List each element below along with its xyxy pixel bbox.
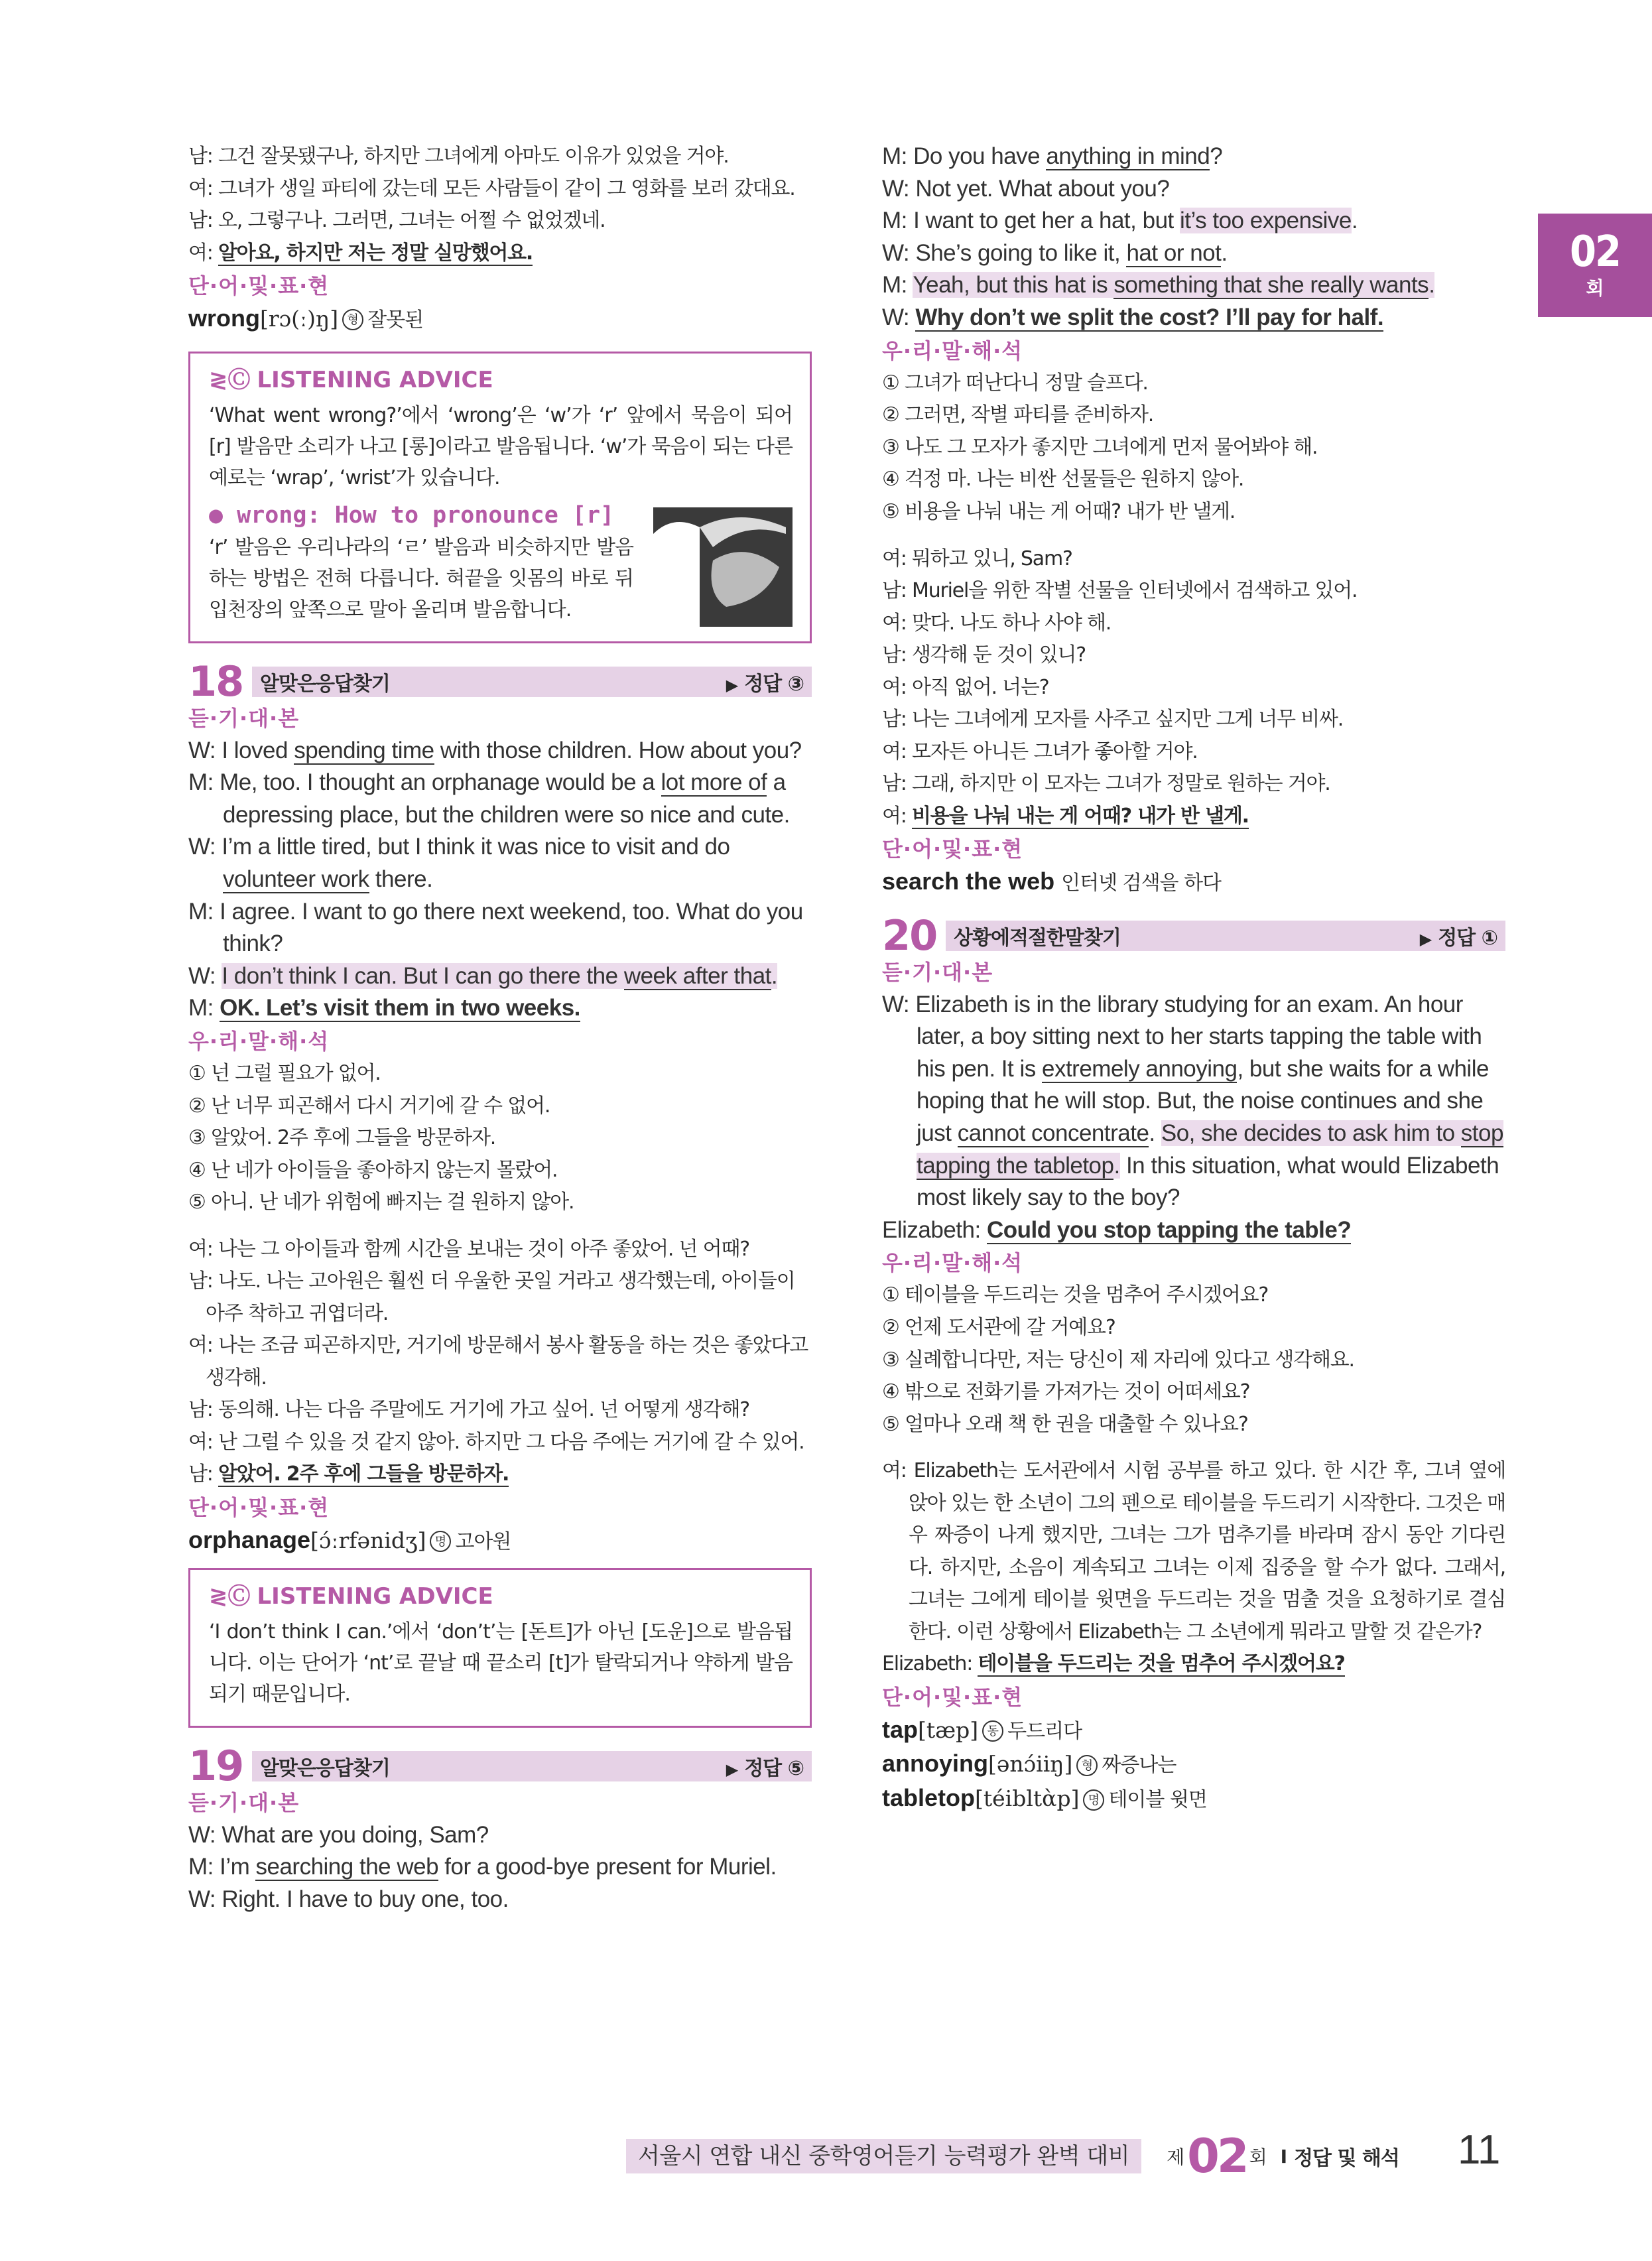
- ko-line: 남: 오, 그렇구나. 그러면, 그녀는 어쩔 수 없었겠네.: [188, 209, 605, 232]
- option: ④ 밖으로 전화기를 가져가는 것이 어떠세요?: [882, 1380, 1250, 1404]
- option: ① 넌 그럴 필요가 없어.: [188, 1061, 381, 1085]
- translation-label: 우·리·말·해·석: [882, 1250, 1023, 1276]
- question-header: [188, 1741, 812, 1790]
- script-answer-line: M: OK. Let’s visit them in two weeks.: [188, 995, 580, 1021]
- round-tab: [1538, 214, 1652, 317]
- section-title: 정답 및 해석: [1294, 2147, 1399, 2170]
- ko-line: 여: 난 그럴 수 있을 것 같지 않아. 하지만 그 다음 주에는 거기에 갈 수 있어.: [188, 1430, 804, 1454]
- script-line: M: Me, too. I thought an orphanage would be a lot more of a depressing place, but the children were so nice and cute.: [188, 769, 790, 828]
- ear-icon: ≷Ⓒ: [209, 366, 251, 393]
- ko-line: 남: 그건 잘못됐구나, 하지만 그녀에게 아마도 이유가 있었을 거야.: [188, 145, 729, 168]
- question-number: 19: [188, 1741, 243, 1790]
- script-line: W: She’s going to like it, hat or not.: [882, 239, 1228, 266]
- option: ③ 알았어. 2주 후에 그들을 방문하자.: [188, 1126, 496, 1150]
- question-number: 18: [188, 657, 243, 706]
- page-footer: 서울시 연합 내신 중학영어듣기 능력평가 완벽 대비 제 02 회 I 정답 및 해석: [626, 2136, 1399, 2177]
- vocab-entry: tap[tæp] 동 두드리다: [882, 1715, 1082, 1743]
- ko-line: 여: 모자든 아니든 그녀가 좋아할 거야.: [882, 740, 1198, 763]
- mouth-diagram-icon: [653, 507, 793, 627]
- script-line: W: I don’t think I can. But I can go there the week after that.: [188, 962, 778, 989]
- script-paragraph: W: Elizabeth is in the library studying for an exam. An hour later, a boy sitting next to her starts tapping the table with his pen. It is extremely annoying, but she waits for a while hoping that he will stop. But, the noise continues and she just cannot concentrate. So, she decides to ask him to stop tapping the tabletop. In this situation, what would Elizabeth most likely say to the boy?: [882, 991, 1503, 1211]
- answer-key: ▶ 정답 ③: [726, 672, 804, 696]
- question-type-bar: 상황에적절한말찾기 ▶ 정답 ①: [946, 921, 1505, 951]
- ko-paragraph: 여: Elizabeth는 도서관에서 시험 공부를 하고 있다. 한 시간 후, 그녀 옆에 앉아 있는 한 소년이 그의 펜으로 테이블을 두드리기 시작한다. 그것은 매우 짜증이 나게 했지만, 그녀는 그가 멈추기를 바라며 잠시 동안 기다린다. 하지만, 소음이 계속되고 그녀는 이제 집중을 할 수가 없다. 그래서, 그녀는 그에게 테이블 윗면을 두드리는 것을 멈출 것을 요청하기로 결심한다. 이런 상황에서 Elizabeth는 그 소년에게 뭐라고 말할 것 같은가?: [882, 1459, 1505, 1644]
- round-number: 02: [1569, 227, 1621, 277]
- vocab-entry: annoying[ənɔ́iiŋ] 형 짜증나는: [882, 1750, 1176, 1777]
- ko-line: 여: 아직 없어. 너는?: [882, 675, 1049, 699]
- script-answer-line: Elizabeth: Could you stop tapping the table?: [882, 1216, 1352, 1243]
- listening-advice-box: [188, 352, 812, 643]
- option: ② 언제 도서관에 갈 거예요?: [882, 1315, 1115, 1339]
- ko-answer-line: 여: 알아요, 하지만 저는 정말 실망했어요.: [188, 241, 533, 265]
- ko-line: 남: Muriel을 위한 작별 선물을 인터넷에서 검색하고 있어.: [882, 579, 1358, 603]
- script-label: 듣·기·대·본: [882, 959, 993, 985]
- script-label: 듣·기·대·본: [188, 705, 300, 731]
- option: ① 테이블을 두드리는 것을 멈추어 주시겠어요?: [882, 1283, 1269, 1307]
- script-line: M: I agree. I want to go there next weekend, too. What do you think?: [188, 898, 803, 957]
- option: ④ 걱정 마. 나는 비싼 선물들은 원하지 않아.: [882, 468, 1244, 491]
- option: ⑤ 아니. 난 네가 위험에 빠지는 걸 원하지 않아.: [188, 1191, 574, 1214]
- ko-line: 남: 그래, 하지만 이 모자는 그녀가 정말로 원하는 거야.: [882, 772, 1330, 796]
- ko-line: 여: 그녀가 생일 파티에 갔는데 모든 사람들이 같이 그 영화를 보러 갔대요.: [188, 176, 795, 200]
- script-answer-line: W: Why don’t we split the cost? I’ll pay for half.: [882, 304, 1384, 330]
- script-line: W: I’m a little tired, but I think it was nice to visit and do volunteer work there.: [188, 834, 730, 892]
- pos-badge: 명: [1083, 1789, 1104, 1811]
- round-label: 회: [1586, 277, 1604, 299]
- option: ① 그녀가 떠난다니 정말 슬프다.: [882, 371, 1148, 395]
- option: ③ 나도 그 모자가 좋지만 그녀에게 먼저 물어봐야 해.: [882, 435, 1318, 459]
- script-line: M: I want to get her a hat, but it’s too expensive.: [882, 208, 1358, 234]
- advice-text: ‘What went wrong?’에서 ‘wrong’은 ‘w’가 ‘r’ 앞에서 묵음이 되어 [r] 발음만 소리가 나고 [롱]이라고 발음됩니다. ‘w’가 묵음이 되는 다른 예로는 ‘wrap’, ‘wrist’가 있습니다.: [209, 403, 793, 489]
- question-number: 20: [882, 911, 937, 960]
- play-triangle-icon: ▶: [726, 675, 738, 694]
- option: ⑤ 얼마나 오래 책 한 권을 대출할 수 있나요?: [882, 1412, 1248, 1436]
- left-column: [188, 141, 812, 1915]
- ko-line: 남: 동의해. 나는 다음 주말에도 거기에 가고 싶어. 넌 어떻게 생각해?: [188, 1398, 749, 1422]
- vocab-entry: search the web 인터넷 검색을 하다: [882, 868, 1222, 895]
- answer-key: ▶ 정답 ①: [1419, 926, 1497, 950]
- ko-line: 여: 뭐하고 있니, Sam?: [882, 547, 1072, 570]
- vocab-entry: wrong[rɔ(ː)ŋ] 형 잘못된: [188, 304, 424, 332]
- script-line: W: I loved spending time with those children. How about you?: [188, 737, 802, 763]
- script-line: W: Right. I have to buy one, too.: [188, 1886, 509, 1912]
- vocab-label: 단·어·및·표·현: [882, 1684, 1023, 1710]
- script-line: W: What are you doing, Sam?: [188, 1821, 489, 1848]
- script-line: M: I’m searching the web for a good-bye present for Muriel.: [188, 1854, 777, 1880]
- option: ② 난 너무 피곤해서 다시 거기에 갈 수 없어.: [188, 1094, 550, 1118]
- answer-text: 알아요, 하지만 저는 정말 실망했어요.: [218, 241, 533, 265]
- ko-line: 여: 나는 조금 피곤하지만, 거기에 방문해서 봉사 활동을 하는 것은 좋았다고 생각해.: [188, 1334, 808, 1389]
- ear-icon: ≷Ⓒ: [209, 1583, 251, 1610]
- ko-answer-line: 남: 알았어. 2주 후에 그들을 방문하자.: [188, 1462, 509, 1486]
- advice-text: ‘I don’t think I can.’에서 ‘don’t’는 [돈트]가 아닌 [도운]으로 발음됩니다. 이는 단어가 ‘nt’로 끝날 때 끝소리 [t]가 탈락되거나 약하게 발음되기 때문입니다.: [209, 1620, 793, 1706]
- answer-key: ▶ 정답 ⑤: [726, 1756, 804, 1780]
- ko-answer-line: 여: 비용을 나눠 내는 게 어때? 내가 반 낼게.: [882, 804, 1249, 828]
- translation-label: 우·리·말·해·석: [188, 1028, 330, 1054]
- ko-line: 여: 맞다. 나도 하나 사야 해.: [882, 611, 1112, 635]
- listening-advice-box: [188, 1568, 812, 1728]
- vocab-label: 단·어·및·표·현: [188, 273, 330, 298]
- ko-line: 여: 나는 그 아이들과 함께 시간을 보내는 것이 아주 좋았어. 넌 어때?: [188, 1237, 749, 1261]
- advice-subtext: ‘r’ 발음은 우리나라의 ‘ㄹ’ 발음과 비슷하지만 발음하는 방법은 전혀 다릅니다. 혀끝을 잇몸의 바로 뒤 입천장의 앞쪽으로 말아 올리며 발음합니다.: [209, 535, 633, 621]
- advice-heading: ≷Ⓒ LISTENING ADVICE: [209, 1583, 493, 1610]
- question-type-bar: 알맞은응답찾기 ▶ 정답 ③: [252, 667, 812, 697]
- play-triangle-icon: ▶: [1419, 929, 1432, 948]
- ko-answer-line: Elizabeth: 테이블을 두드리는 것을 멈추어 주시겠어요?: [882, 1652, 1345, 1676]
- pos-badge: 명: [430, 1531, 451, 1552]
- translation-label: 우·리·말·해·석: [882, 338, 1023, 363]
- script-line: M: Yeah, but this hat is something that she really wants.: [882, 272, 1435, 298]
- pos-badge: 형: [1076, 1755, 1098, 1776]
- play-triangle-icon: ▶: [726, 1760, 738, 1779]
- advice-subheading: ● wrong: How to pronounce [r]: [209, 501, 615, 529]
- option: ④ 난 네가 아이들을 좋아하지 않는지 몰랐어.: [188, 1158, 558, 1182]
- script-line: M: Do you have anything in mind?: [882, 143, 1223, 169]
- vocab-entry: orphanage[ɔ́ːrfənidʒ] 명 고아원: [188, 1525, 511, 1553]
- script-line: W: Not yet. What about you?: [882, 175, 1170, 202]
- pos-badge: 형: [342, 309, 363, 330]
- page-number: 11: [1458, 2127, 1501, 2173]
- question-type-bar: 알맞은응답찾기 ▶ 정답 ⑤: [252, 1751, 812, 1781]
- vocab-entry: tabletop[téibltὰp] 명 테이블 윗면: [882, 1784, 1207, 1812]
- ko-line: 남: 생각해 둔 것이 있니?: [882, 643, 1086, 667]
- question-header: [188, 657, 812, 706]
- vocab-label: 단·어·및·표·현: [882, 836, 1023, 862]
- vocab-label: 단·어·및·표·현: [188, 1494, 330, 1520]
- book-title: 서울시 연합 내신 중학영어듣기 능력평가 완벽 대비: [626, 2139, 1141, 2173]
- advice-heading: ≷Ⓒ LISTENING ADVICE: [209, 366, 493, 393]
- option: ⑤ 비용을 나눠 내는 게 어때? 내가 반 낼게.: [882, 499, 1236, 523]
- question-header: [882, 911, 1505, 960]
- script-label: 듣·기·대·본: [188, 1789, 300, 1815]
- right-column: [882, 141, 1505, 1817]
- ko-line: 남: 나는 그녀에게 모자를 사주고 싶지만 그게 너무 비싸.: [882, 708, 1344, 732]
- option: ③ 실례합니다만, 저는 당신이 제 자리에 있다고 생각해요.: [882, 1348, 1354, 1372]
- option: ② 그러면, 작별 파티를 준비하자.: [882, 403, 1154, 427]
- footer-round-number: 02: [1187, 2129, 1247, 2183]
- ko-line: 남: 나도. 나는 고아원은 훨씬 더 우울한 곳일 거라고 생각했는데, 아이들이 아주 착하고 귀엽더라.: [188, 1269, 795, 1325]
- pos-badge: 동: [982, 1720, 1003, 1742]
